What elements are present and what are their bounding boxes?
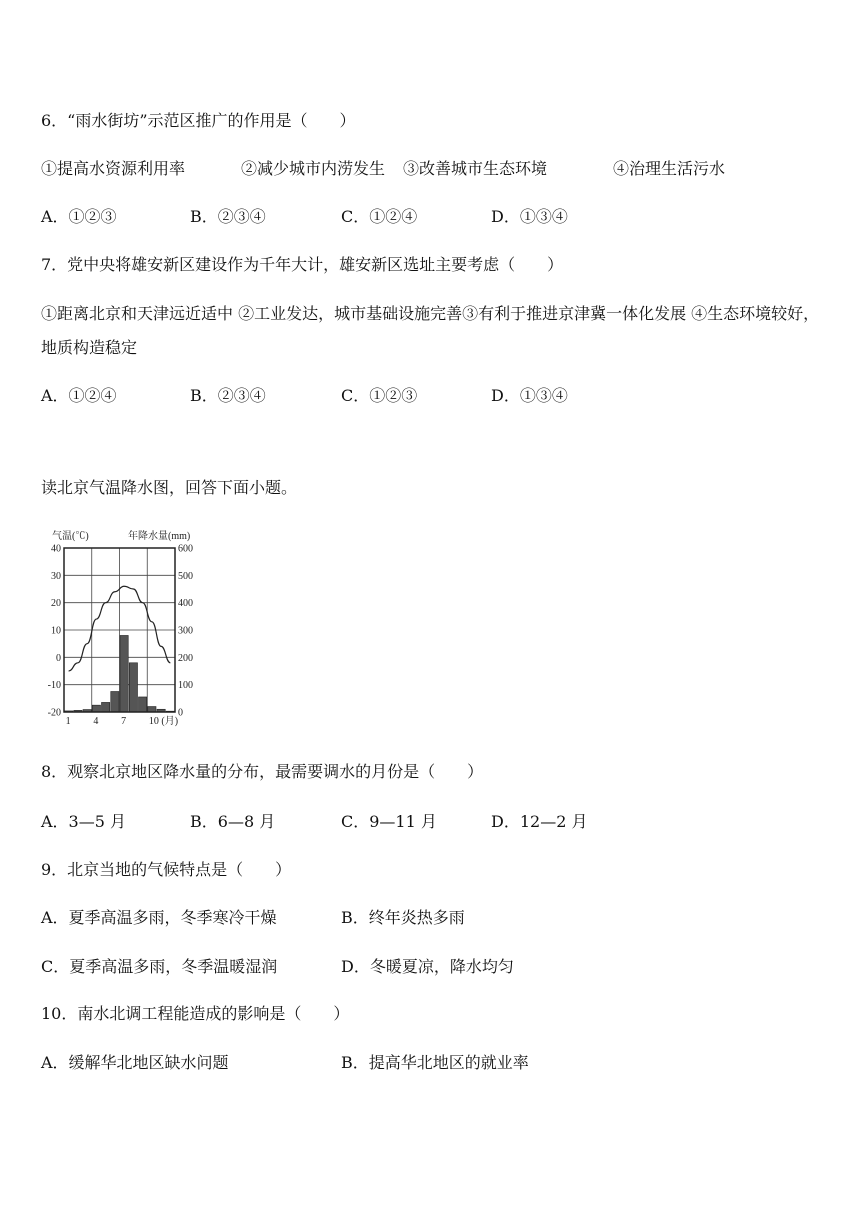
question-10-stem: 10．南水北调工程能造成的影响是（ ） <box>41 1004 350 1023</box>
q6-item-4: ④治理生活污水 <box>613 159 726 178</box>
q7-option-d[interactable]: D．①③④ <box>491 386 568 405</box>
q7-items: ①距离北京和天津远近适中 ②工业发达，城市基础设施完善③有利于推进京津冀一体化发展 ④生态环境较好，地质构造稳定 <box>41 304 820 357</box>
q6-option-a[interactable]: A．①②③ <box>41 207 117 226</box>
q9-option-c[interactable]: C．夏季高温多雨，冬季温暖湿润 <box>41 957 278 976</box>
q7-option-b[interactable]: B．②③④ <box>190 386 266 405</box>
q6-item-2: ②减少城市内涝发生 <box>241 159 386 178</box>
q8-option-c[interactable]: C．9—11 月 <box>341 812 437 831</box>
precipitation-bar <box>92 705 100 712</box>
temp-tick-label: 10 <box>51 625 61 637</box>
precip-tick-label: 300 <box>178 625 193 637</box>
question-9-stem: 9．北京当地的气候特点是（ ） <box>41 860 292 879</box>
temp-tick-label: -20 <box>47 707 61 719</box>
precip-tick-label: 100 <box>178 680 193 692</box>
question-6-stem: 6．“雨水街坊”示范区推广的作用是（ ） <box>41 111 356 130</box>
month-tick-label: 7 <box>121 716 127 727</box>
q10-option-b[interactable]: B．提高华北地区的就业率 <box>341 1053 529 1072</box>
precip-tick-label: 0 <box>178 707 183 719</box>
precip-tick-label: 600 <box>178 543 193 555</box>
precip-tick-label: 500 <box>178 570 193 582</box>
q7-option-a[interactable]: A．①②④ <box>41 386 117 405</box>
question-7-stem: 7．党中央将雄安新区建设作为千年大计，雄安新区选址主要考虑（ ） <box>41 255 564 274</box>
q6-option-b[interactable]: B．②③④ <box>190 207 266 226</box>
precipitation-bar <box>120 635 128 712</box>
precipitation-bar <box>129 663 137 712</box>
q9-option-d[interactable]: D．冬暖夏凉，降水均匀 <box>341 957 514 976</box>
q6-option-c[interactable]: C．①②④ <box>341 207 418 226</box>
q6-item-1: ①提高水资源利用率 <box>41 159 186 178</box>
temp-tick-label: 30 <box>51 570 61 582</box>
precip-tick-label: 200 <box>178 652 193 664</box>
temp-tick-label: 20 <box>51 598 61 610</box>
precipitation-bar <box>111 692 119 713</box>
precipitation-bar <box>139 697 147 712</box>
question-8-stem: 8．观察北京地区降水量的分布，最需要调水的月份是（ ） <box>41 762 484 781</box>
q9-option-b[interactable]: B．终年炎热多雨 <box>341 908 465 927</box>
q7-option-c[interactable]: C．①②③ <box>341 386 418 405</box>
temp-tick-label: -10 <box>47 680 61 692</box>
temp-axis-label: 气温(℃) <box>52 531 89 542</box>
month-tick-label: 1 <box>65 716 71 727</box>
beijing-climate-chart <box>34 525 204 727</box>
q8-option-a[interactable]: A．3—5 月 <box>41 812 127 831</box>
temp-tick-label: 0 <box>56 652 61 664</box>
q6-option-d[interactable]: D．①③④ <box>491 207 568 226</box>
month-tick-label: 10 (月) <box>148 716 179 727</box>
precipitation-bar <box>148 707 156 712</box>
precip-axis-label: 年降水量(mm) <box>128 531 191 542</box>
precipitation-bar <box>102 702 110 712</box>
q9-option-a[interactable]: A．夏季高温多雨，冬季寒冷干燥 <box>41 908 277 927</box>
chart-intro: 读北京气温降水图，回答下面小题。 <box>41 478 298 497</box>
q8-option-d[interactable]: D．12—2 月 <box>491 812 588 831</box>
q10-option-a[interactable]: A．缓解华北地区缺水问题 <box>41 1053 229 1072</box>
q6-item-3: ③改善城市生态环境 <box>403 159 548 178</box>
temp-tick-label: 40 <box>51 543 61 555</box>
precip-tick-label: 400 <box>178 598 193 610</box>
q8-option-b[interactable]: B．6—8 月 <box>190 812 276 831</box>
month-tick-label: 4 <box>93 716 99 727</box>
